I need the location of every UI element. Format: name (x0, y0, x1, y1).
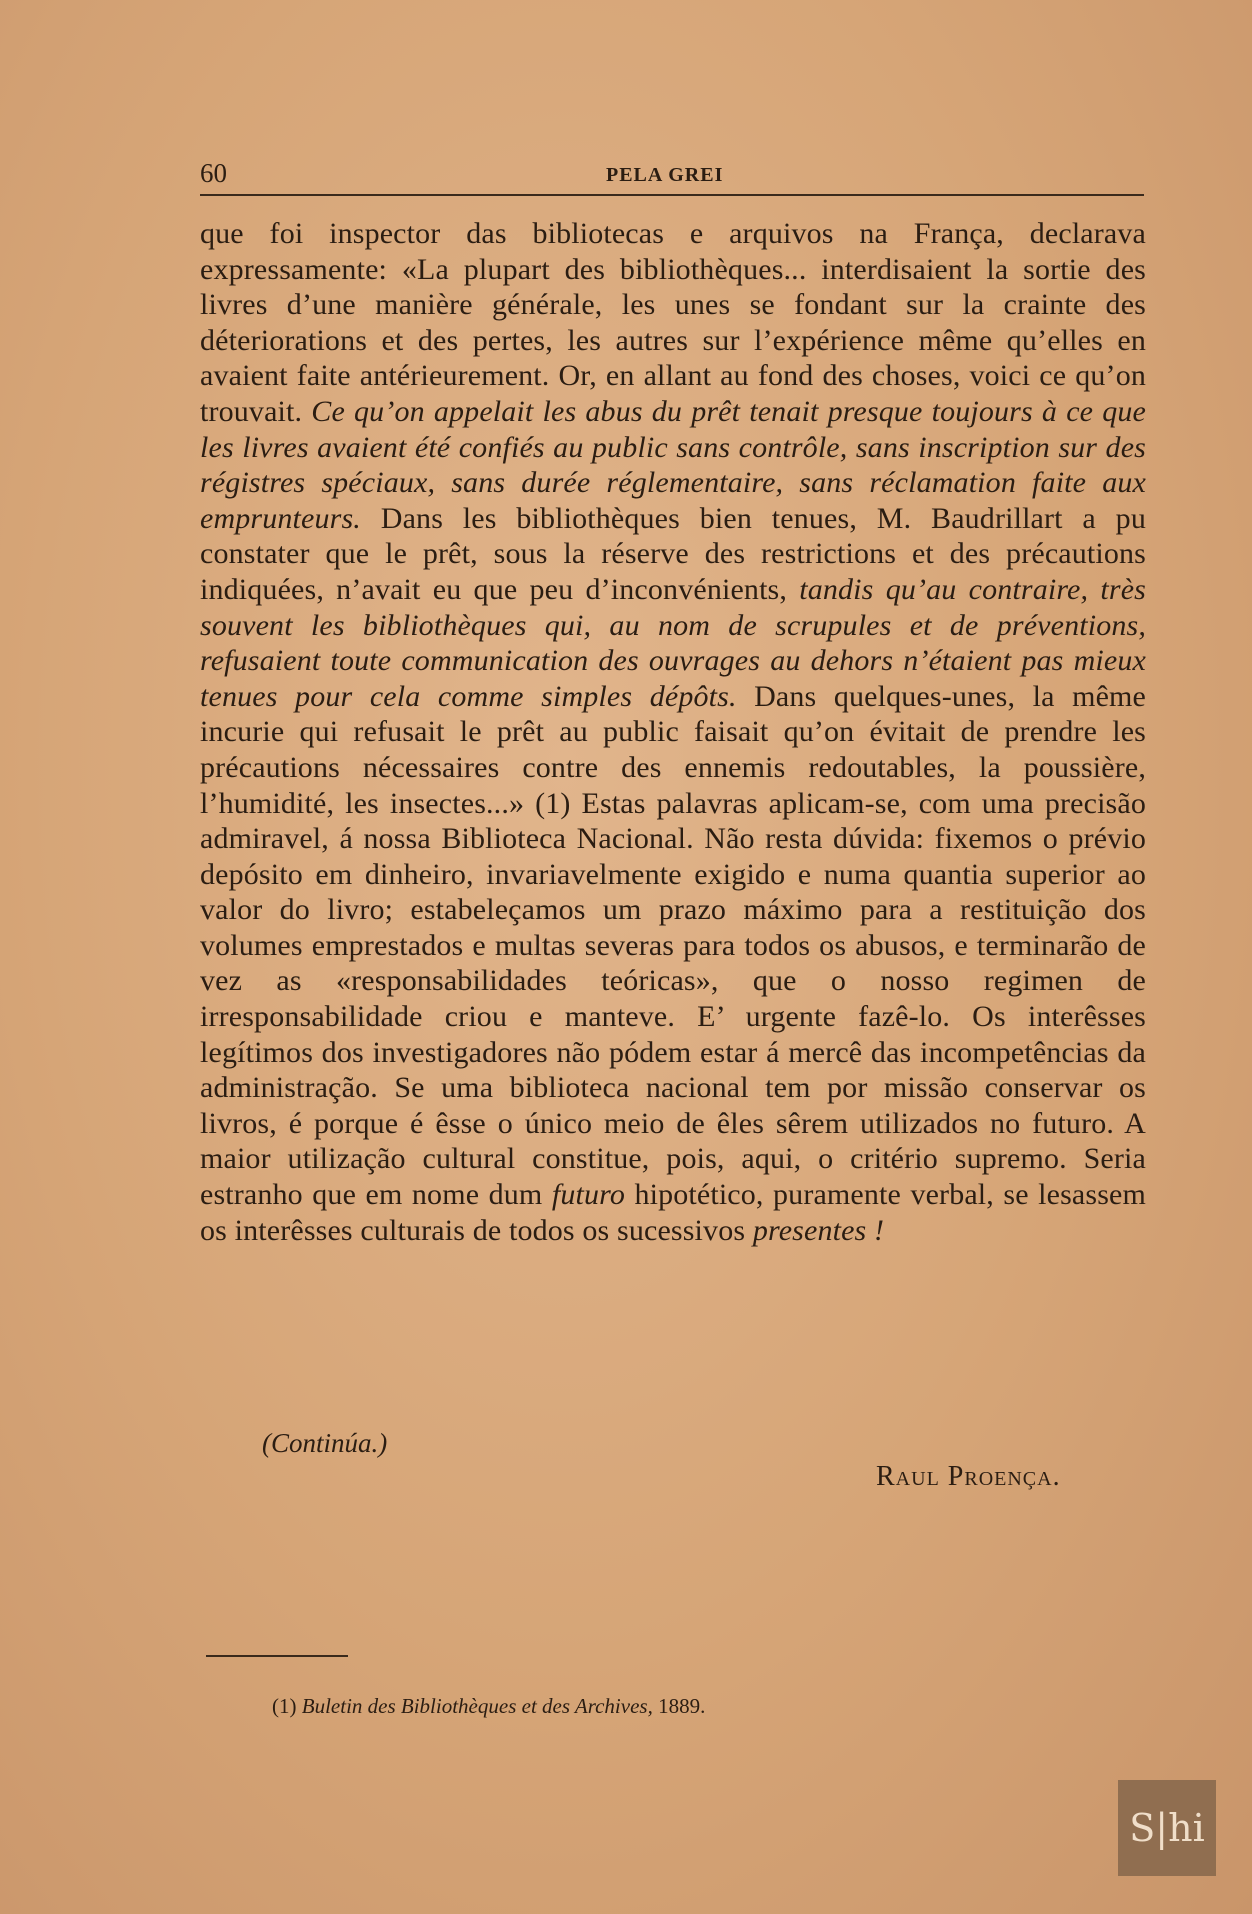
footnote-source: Buletin des Bibliothèques et des Archives, (301, 1694, 653, 1718)
running-title: PELA GREI (606, 164, 724, 186)
body-italic-2: tandis qu’au contraire, très souvent les bibliothèques qui, au nom de scrupules et de préventions, refusaient toute communication des ouvrages au dehors n’étaient pas mieux tenues pour cela comme simples dépôts. (200, 572, 1146, 713)
body-text-1: que foi inspector das bibliotecas e arquivos na França, declarava expressamente: «La plupart des bibliothèques... interdisaient la sortie des livres d’une manière générale, les unes se fondant sur la crainte des déteriorations et des pertes, les autres sur l’expérience même qu’elles en avaient faite antérieurement. Or, en allant au fond des choses, voici ce qu’on trouvait. (200, 217, 1146, 428)
body-italic-1: Ce qu’on appelait les abus du prêt tenait presque toujours à ce que les livres avaient été confiés au public sans contrôle, sans inscription sur des régistres spéciaux, sans durée réglementaire, sans réclamation faite aux emprunteurs. (200, 394, 1146, 535)
continued-note: (Continúa.) (262, 1428, 388, 1458)
body-italic-4: presentes ! (752, 1213, 885, 1247)
body-text-2: Dans les bibliothèques bien tenues, M. Baudrillart a pu constater que le prêt, sous la réserve des restrictions et des précautions indiquées, n’avait eu que peu d’inconvénients, (200, 501, 1146, 606)
body-text-3: Dans quelques-unes, la même incurie qui refusait le prêt au public faisait qu’on évitait de prendre les précautions nécessaires contre des ennemis redoutables, la poussière, l’humidité, les insectes...» (1) Estas palavras aplicam-se, com uma precisão admiravel, á nossa Biblioteca Nacional. Não resta dúvida: fixemos o prévio depósito em dinheiro, invariavelmente exigido e numa quantia superior ao valor do livro; estabeleçamos um prazo máximo para a restituição dos volumes emprestados e multas severas para todos os abusos, e terminarão de vez as «responsabilidades teóricas», que o nosso regimen de irresponsabilidade criou e manteve. E’ urgente fazê-lo. Os interêsses legítimos dos investigadores não pódem estar á mercê das incompetências da administração. Se uma biblioteca nacional tem por missão conservar os livros, é porque é êsse o único meio de êles sêrem utilizados no futuro. A maior utilização cultural constitue, pois, aqui, o critério supremo. Seria estranho que em nome dum (200, 679, 1146, 1212)
page-number: 60 (200, 158, 227, 188)
footnote (272, 1694, 705, 1719)
body-text-4: hipotético, puramente verbal, se lesassem os interêsses culturais de todos os sucessivos (200, 1178, 1146, 1247)
footnote-marker: (1) (272, 1694, 302, 1718)
library-logo: S|hi (1118, 1780, 1216, 1876)
author-signature: Raul Proença. (876, 1461, 1061, 1492)
body-paragraph (200, 216, 1146, 1248)
footnote-rule (206, 1655, 348, 1657)
page-header (200, 158, 1144, 192)
footnote-year: 1889. (652, 1694, 706, 1718)
header-rule (200, 194, 1144, 196)
body-italic-3: futuro (551, 1178, 625, 1212)
